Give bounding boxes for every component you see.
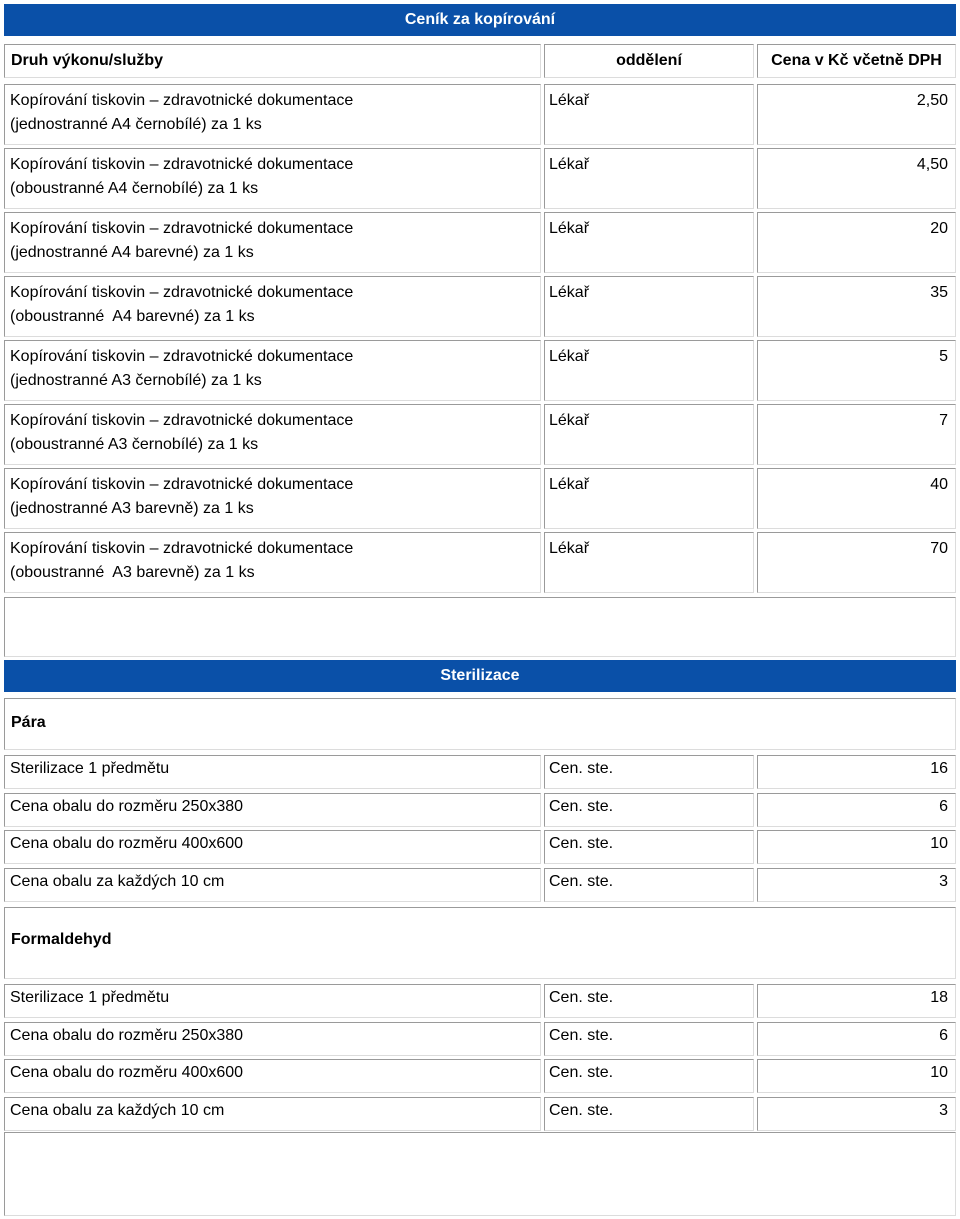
sterilization-item: Cena obalu do rozměru 250x380 [4, 793, 541, 827]
sterilization-department: Cen. ste. [544, 830, 754, 864]
sterilization-department: Cen. ste. [544, 1059, 754, 1093]
description-line-1: Kopírování tiskovin – zdravotnické dokumentace [10, 92, 354, 109]
description-line-1: Kopírování tiskovin – zdravotnické dokumentace [10, 348, 354, 365]
sterilization-price: 10 [757, 830, 956, 864]
sterilization-group-name: Pára [4, 698, 956, 750]
copy-row-description [4, 340, 541, 401]
sterilization-price: 3 [757, 1097, 956, 1131]
copy-row-department: Lékař [544, 340, 754, 401]
copy-row-price: 4,50 [757, 148, 956, 209]
description-line-1: Kopírování tiskovin – zdravotnické dokumentace [10, 476, 354, 493]
copy-row-department: Lékař [544, 212, 754, 273]
sterilization-item: Cena obalu do rozměru 400x600 [4, 1059, 541, 1093]
copy-row-description [4, 148, 541, 209]
sterilization-price: 18 [757, 984, 956, 1018]
sterilization-price: 10 [757, 1059, 956, 1093]
copy-row-department: Lékař [544, 84, 754, 145]
description-line-2: (jednostranné A3 černobílé) za 1 ks [10, 372, 262, 389]
spacer-box [4, 597, 956, 657]
header-service: Druh výkonu/služby [4, 44, 541, 78]
copy-row-description [4, 84, 541, 145]
description-line-1: Kopírování tiskovin – zdravotnické dokumentace [10, 284, 354, 301]
sterilization-item: Cena obalu za každých 10 cm [4, 868, 541, 902]
sterilization-department: Cen. ste. [544, 984, 754, 1018]
sterilization-price: 6 [757, 793, 956, 827]
header-price: Cena v Kč včetně DPH [757, 44, 956, 78]
sterilization-item: Cena obalu do rozměru 400x600 [4, 830, 541, 864]
description-line-1: Kopírování tiskovin – zdravotnické dokumentace [10, 220, 354, 237]
sterilization-price: 16 [757, 755, 956, 789]
copy-row-description [4, 276, 541, 337]
sterilization-department: Cen. ste. [544, 755, 754, 789]
copy-row-price: 20 [757, 212, 956, 273]
copy-row-price: 40 [757, 468, 956, 529]
copy-row-description [4, 404, 541, 465]
sterilization-group-name: Formaldehyd [4, 907, 956, 979]
sterilization-department: Cen. ste. [544, 868, 754, 902]
sterilization-title: Sterilizace [4, 660, 956, 692]
description-line-1: Kopírování tiskovin – zdravotnické dokumentace [10, 412, 354, 429]
copy-row-price: 5 [757, 340, 956, 401]
copy-row-price: 2,50 [757, 84, 956, 145]
sterilization-department: Cen. ste. [544, 793, 754, 827]
copy-row-price: 7 [757, 404, 956, 465]
description-line-2: (oboustranné A4 barevné) za 1 ks [10, 308, 255, 325]
sterilization-item: Sterilizace 1 předmětu [4, 755, 541, 789]
copy-row-department: Lékař [544, 404, 754, 465]
copy-row-department: Lékař [544, 468, 754, 529]
copy-section-title: Ceník za kopírování [4, 4, 956, 36]
copy-row-description [4, 468, 541, 529]
copy-row-department: Lékař [544, 532, 754, 593]
description-line-2: (jednostranné A4 barevné) za 1 ks [10, 244, 254, 261]
sterilization-department: Cen. ste. [544, 1097, 754, 1131]
description-line-2: (oboustranné A3 barevně) za 1 ks [10, 564, 255, 581]
sterilization-item: Cena obalu za každých 10 cm [4, 1097, 541, 1131]
sterilization-item: Sterilizace 1 předmětu [4, 984, 541, 1018]
description-line-1: Kopírování tiskovin – zdravotnické dokumentace [10, 540, 354, 557]
copy-row-department: Lékař [544, 276, 754, 337]
description-line-2: (oboustranné A4 černobílé) za 1 ks [10, 180, 259, 197]
sterilization-item: Cena obalu do rozměru 250x380 [4, 1022, 541, 1056]
header-department: oddělení [544, 44, 754, 78]
sterilization-department: Cen. ste. [544, 1022, 754, 1056]
bottom-spacer-box [4, 1132, 956, 1216]
copy-row-price: 70 [757, 532, 956, 593]
copy-row-description [4, 212, 541, 273]
copy-row-department: Lékař [544, 148, 754, 209]
description-line-2: (oboustranné A3 černobílé) za 1 ks [10, 436, 259, 453]
copy-row-price: 35 [757, 276, 956, 337]
description-line-2: (jednostranné A4 černobílé) za 1 ks [10, 116, 262, 133]
description-line-2: (jednostranné A3 barevně) za 1 ks [10, 500, 254, 517]
description-line-1: Kopírování tiskovin – zdravotnické dokumentace [10, 156, 354, 173]
copy-row-description [4, 532, 541, 593]
sterilization-price: 6 [757, 1022, 956, 1056]
sterilization-price: 3 [757, 868, 956, 902]
